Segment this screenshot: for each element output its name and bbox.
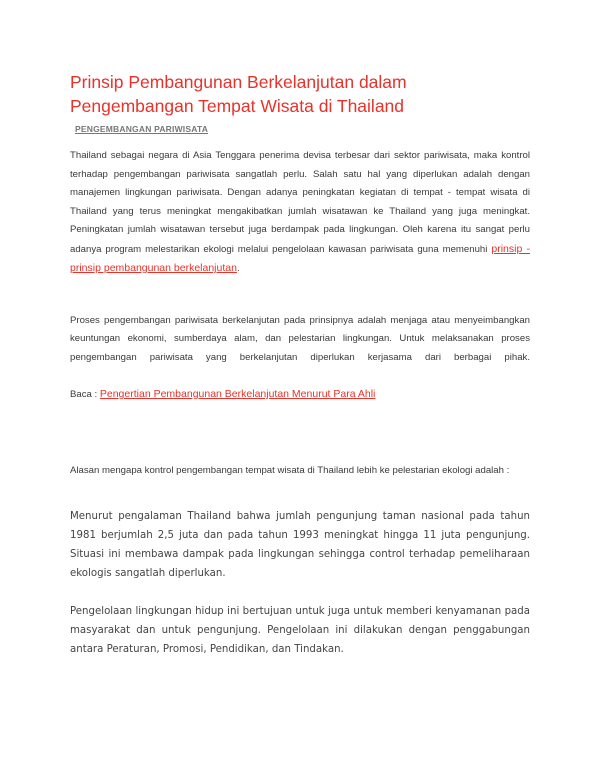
prinsip-link[interactable]: prinsip - prinsip pembangunan berkelanjutan bbox=[70, 242, 530, 274]
paragraph-management: Pengelolaan lingkungan hidup ini bertujuan untuk juga untuk memberi kenyamanan pada masyarakat dan untuk pengunjung. Pengelolaan ini dilakukan dengan penggabungan antara Peraturan, Promosi, Pendidikan, dan Tindakan. bbox=[70, 605, 530, 655]
paragraph-intro bbox=[70, 147, 530, 279]
read-also-label: Baca : bbox=[70, 389, 98, 400]
read-also bbox=[70, 385, 530, 404]
paragraph-intro-end: . bbox=[236, 263, 240, 274]
paragraph-intro-text: Thailand sebagai negara di Asia Tenggara penerima devisa terbesar dari sektor pariwisata, maka kontrol terhadap pengembangan pariwisata sangatlah perlu. Salah satu hal yang diperlukan adalah dengan manajemen lingkungan pariwisata. Dengan adanya peningkatan kegiatan di tempat - tempat wisata di Thailand yang terus meningkat mengakibatkan jumlah wisatawan ke Thailand yang juga meningkat. Peningkatan jumlah wisatawan tersebut juga berdampak pada lingkungan. Oleh karena itu sangat perlu adanya program melestarikan ekologi melalui pengelolaan kawasan pariwisata guna memenuhi bbox=[70, 150, 530, 255]
paragraph-experience: Menurut pengalaman Thailand bahwa jumlah pengunjung taman nasional pada tahun 1981 berjumlah 2,5 juta dan pada tahun 1993 meningkat hingga 11 juta pengunjung. Situasi ini membawa dampak pada lingkungan sehingga control terhadap pemeliharaan ekologis sangatlah diperlukan. bbox=[70, 510, 530, 579]
document-page bbox=[70, 70, 530, 659]
category-link[interactable]: PENGEMBANGAN PARIWISATA bbox=[75, 124, 209, 134]
paragraph-process: Proses pengembangan pariwisata berkelanjutan pada prinsipnya adalah menjaga atau menyeimbangkan keuntungan ekonomi, sumberdaya alam, dan pelestarian lingkungan. Untuk melaksanakan proses pengembangan pariwisata yang berkelanjutan diperlukan kerjasama dari berbagai pihak. bbox=[70, 314, 530, 363]
paragraph-reason: Alasan mengapa kontrol pengembangan tempat wisata di Thailand lebih ke pelestarian ekologi adalah : bbox=[70, 465, 510, 476]
article-title: Prinsip Pembangunan Berkelanjutan dalam Pengembangan Tempat Wisata di Thailand bbox=[70, 72, 407, 116]
read-also-link[interactable]: Pengertian Pembangunan Berkelanjutan Menurut Para Ahli bbox=[99, 388, 376, 400]
